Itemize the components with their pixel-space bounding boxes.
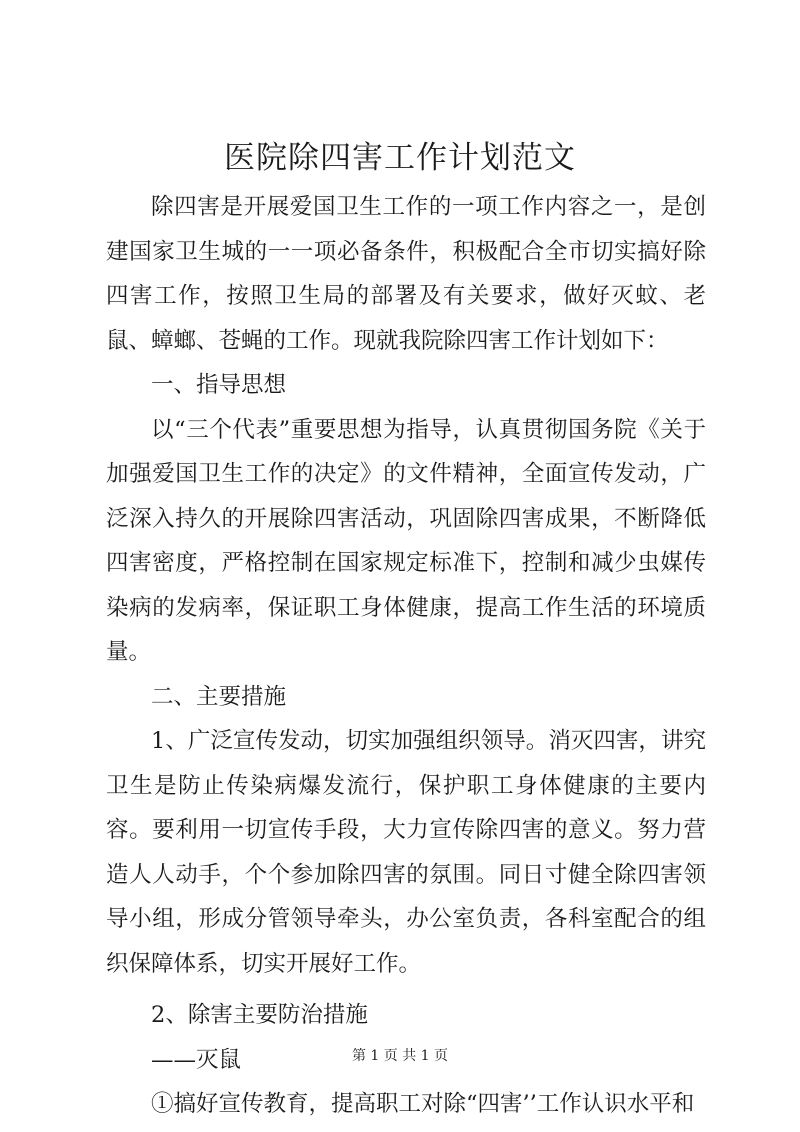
heading-guiding-ideology: 一、指导思想	[151, 372, 287, 398]
heading-main-measures: 二、主要措施	[151, 683, 287, 710]
heading-measure-2: 2、除害主要防治措施	[151, 1002, 368, 1028]
document-body	[106, 185, 706, 1127]
paragraph-guiding-ideology: 以“三个代表”重要思想为指导，认真贯彻国务院《关于加强爱国卫生工作的决定》的文件精神，全面宣传发动，广泛深入持久的开展除四害活动，巩固除四害成果，不断降低四害密度，严格控制在国家规定标准下，控制和减少虫媒传染病的发病率，保证职工身体健康，提高工作生活的环境质量。	[106, 416, 706, 665]
paragraph-intro: 除四害是开展爱国卫生工作的一项工作内容之一，是创建国家卫生城的一一项必备条件，积极配合全市切实搞好除四害工作，按照卫生局的部署及有关要求，做好灭蚊、老鼠、蟑螂、苍蝇的工作。现就我院除四害工作计划如下：	[106, 194, 706, 354]
page-footer: 第 1 页 共 1 页	[351, 1048, 449, 1064]
paragraph-rodent-control-1: ①搞好宣传教育，提高职工对除“四害’’工作认识水平和	[151, 1091, 695, 1117]
subheading-rodent-control: ——灭鼠	[151, 1046, 242, 1073]
paragraph-measure-1: 1、广泛宣传发动，切实加强组织领导。消灭四害，讲究卫生是防止传染病爆发流行，保护职工身体健康的主要内容。要利用一切宣传手段，大力宣传除四害的意义。努力营造人人动手，个个参加除四害的氛围。同日寸健全除四害领导小组，形成分管领导牵头，办公室负责，各科室配合的组织保障体系，切实开展好工作。	[106, 728, 706, 977]
document-title: 医院除四害工作计划范文	[224, 140, 576, 176]
